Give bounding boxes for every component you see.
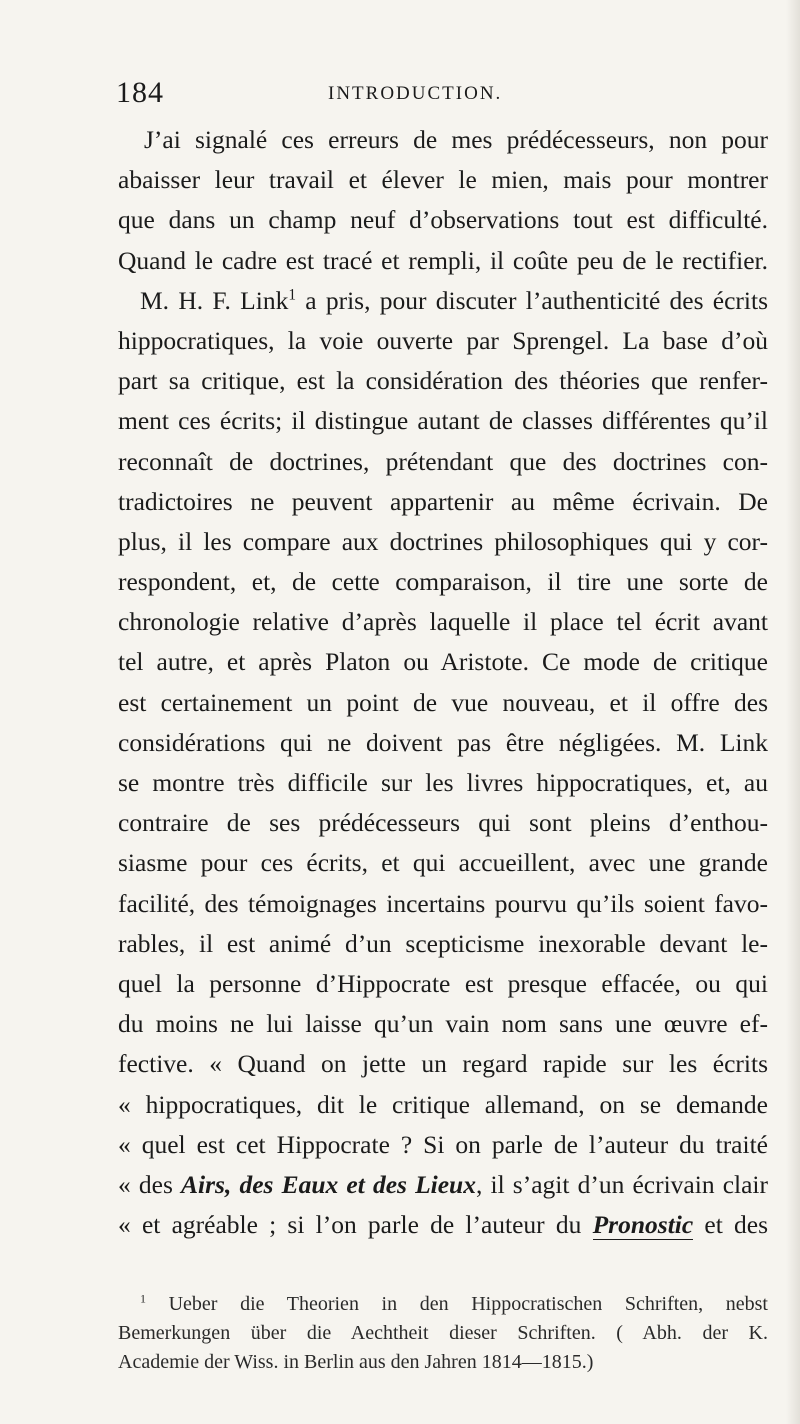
text-line: reconnaît de doctrines, prétendant que des doctrines con-	[118, 446, 768, 476]
page-edge-shadow	[786, 0, 800, 1424]
text-line: plus, il les compare aux doctrines philosophiques qui y cor-	[118, 526, 768, 556]
italic-title-pronostic: Pronostic	[592, 1210, 694, 1240]
footnote-marker: 1	[140, 1291, 146, 1306]
text-line: abaisser leur travail et élever le mien, mais pour montrer	[118, 165, 768, 195]
text-line: se montre très difficile sur les livres hippocratiques, et, au	[118, 768, 768, 797]
text-line: rables, il est animé d’un scepticisme inexorable devant le-	[118, 928, 768, 958]
text-line: est certainement un point de vue nouveau, et il offre des	[118, 687, 768, 717]
text-line: chronologie relative d’après laquelle il place tel écrit avant	[118, 607, 768, 637]
footnote-reference: 1	[288, 286, 296, 304]
text-line: part sa critique, est la considération des théories que renfer-	[118, 366, 768, 396]
text-line: M. H. F. Link$^1$ a pris, pour discuter l’authenticité des écrits	[140, 285, 769, 315]
text-line: « des Airs, des Eaux et des Lieux, il s’agit d’un écrivain clair	[118, 1169, 768, 1199]
text-line: J’ai signalé ces erreurs de mes prédécesseurs, non pour	[144, 125, 768, 154]
text-line: du moins ne lui laisse qu’un vain nom sans une œuvre ef-	[118, 1009, 768, 1039]
text-line: « quel est cet Hippocrate ? Si on parle de l’auteur du traité	[118, 1129, 768, 1159]
running-head	[116, 76, 756, 116]
text-line: « et agréable ; si l’on parle de l’auteur du Pronostic et des	[118, 1210, 769, 1240]
footnote-line: Academie der Wiss. in Berlin aus den Jahren 1814—1815.)	[118, 1351, 594, 1373]
text-line: ment ces écrits; il distingue autant de classes différentes qu’il	[118, 406, 768, 436]
text-line: facilité, des témoignages incertains pourvu qu’ils soient favo-	[118, 888, 768, 918]
text-line: Quand le cadre est tracé et rempli, il coûte peu de le rectifier.	[118, 245, 768, 275]
main-text	[118, 120, 768, 1245]
text-line: considérations qui ne doivent pas être négligées. M. Link	[118, 727, 768, 757]
running-title: INTRODUCTION.	[328, 83, 503, 104]
text-line: contraire de ses prédécesseurs qui sont pleins d’enthou-	[118, 808, 768, 838]
text-line: quel la personne d’Hippocrate est presque effacée, ou qui	[118, 968, 768, 998]
text-line: hippocratiques, la voie ouverte par Sprengel. La base d’où	[118, 325, 768, 355]
footnote-line: $^1$ Ueber die Theorien in den Hippocratischen Schriften, nebst	[140, 1291, 768, 1315]
text-line: siasme pour ces écrits, et qui accueillent, avec une grande	[118, 848, 768, 878]
footnotes	[118, 1290, 768, 1377]
text-line: tel autre, et après Platon ou Aristote. Ce mode de critique	[118, 647, 768, 677]
text-line: « hippocratiques, dit le critique allemand, on se demande	[118, 1089, 768, 1119]
text-line: tradictoires ne peuvent appartenir au même écrivain. De	[118, 486, 768, 516]
text-line: que dans un champ neuf d’observations tout est difficulté.	[118, 205, 768, 235]
page-number: 184	[116, 76, 164, 109]
text-line: respondent, et, de cette comparaison, il tire une sorte de	[118, 567, 768, 597]
italic-title-airs: Airs, des Eaux et des Lieux	[181, 1169, 476, 1199]
footnote-line: Bemerkungen über die Aechtheit dieser Schriften. ( Abh. der K.	[118, 1322, 768, 1344]
text-line: fective. « Quand on jette un regard rapide sur les écrits	[118, 1049, 768, 1079]
